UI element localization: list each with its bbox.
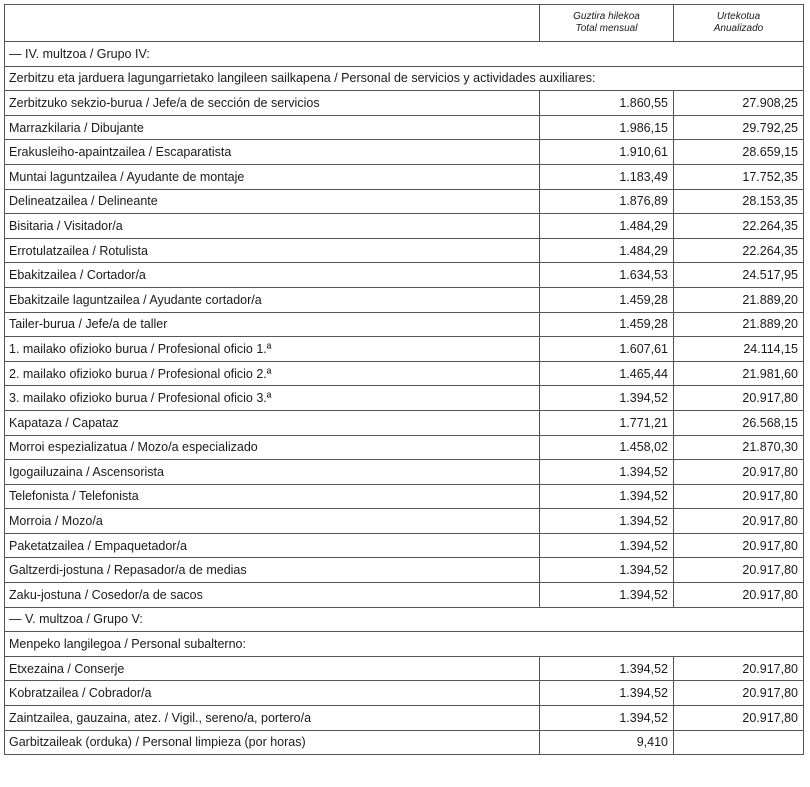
table-row: [5, 238, 804, 263]
job-title-cell: Errotulatzailea / Rotulista: [5, 238, 540, 263]
table-row: [5, 263, 804, 288]
table-row: [5, 115, 804, 140]
job-title-cell: Ebakitzaile laguntzailea / Ayudante cortador/a: [5, 287, 540, 312]
job-title-cell: Zaku-jostuna / Cosedor/a de sacos: [5, 583, 540, 608]
job-title-cell: Marrazkilaria / Dibujante: [5, 115, 540, 140]
table-row: [5, 337, 804, 362]
job-title-cell: 1. mailako ofizioko burua / Profesional oficio 1.ª: [5, 337, 540, 362]
annual-salary-cell: 24.114,15: [674, 337, 804, 362]
job-title-cell: 3. mailako ofizioko burua / Profesional oficio 3.ª: [5, 386, 540, 411]
table-row: [5, 460, 804, 485]
annual-salary-cell: 21.981,60: [674, 361, 804, 386]
monthly-salary-cell: 1.607,61: [540, 337, 674, 362]
table-row: [5, 656, 804, 681]
annual-salary-cell: 20.917,80: [674, 681, 804, 706]
monthly-salary-cell: 1.394,52: [540, 484, 674, 509]
job-title-cell: Delineatzailea / Delineante: [5, 189, 540, 214]
job-title-cell: Bisitaria / Visitador/a: [5, 214, 540, 239]
monthly-salary-cell: 1.394,52: [540, 656, 674, 681]
job-title-cell: Kobratzailea / Cobrador/a: [5, 681, 540, 706]
category-title-row: [5, 632, 804, 657]
annual-salary-cell: 29.792,25: [674, 115, 804, 140]
header-monthly: [540, 5, 674, 42]
annual-salary-cell: 22.264,35: [674, 214, 804, 239]
monthly-salary-cell: 1.876,89: [540, 189, 674, 214]
header-annual-line2: Anualizado: [713, 23, 764, 34]
monthly-salary-cell: 1.458,02: [540, 435, 674, 460]
monthly-salary-cell: 1.394,52: [540, 386, 674, 411]
table-row: [5, 410, 804, 435]
annual-salary-cell: 20.917,80: [674, 484, 804, 509]
annual-salary-cell: 20.917,80: [674, 509, 804, 534]
table-row: [5, 164, 804, 189]
monthly-salary-cell: 1.986,15: [540, 115, 674, 140]
annual-salary-cell: 24.517,95: [674, 263, 804, 288]
monthly-salary-cell: 1.484,29: [540, 214, 674, 239]
table-row: [5, 583, 804, 608]
annual-salary-cell: 20.917,80: [674, 386, 804, 411]
annual-salary-cell: 21.889,20: [674, 287, 804, 312]
monthly-salary-cell: 1.771,21: [540, 410, 674, 435]
header-monthly-line1: Guztira hilekoa: [573, 11, 640, 22]
job-title-cell: Morroi espezializatua / Mozo/a especializado: [5, 435, 540, 460]
annual-salary-cell: 20.917,80: [674, 533, 804, 558]
table-row: [5, 509, 804, 534]
table-row: [5, 91, 804, 116]
table-row: [5, 189, 804, 214]
job-title-cell: Muntai laguntzailea / Ayudante de montaje: [5, 164, 540, 189]
section-title: — V. multzoa / Grupo V:: [5, 607, 804, 632]
table-row: [5, 361, 804, 386]
annual-salary-cell: 21.889,20: [674, 312, 804, 337]
table-row: [5, 312, 804, 337]
job-title-cell: 2. mailako ofizioko burua / Profesional oficio 2.ª: [5, 361, 540, 386]
annual-salary-cell: 20.917,80: [674, 583, 804, 608]
annual-salary-cell: 26.568,15: [674, 410, 804, 435]
header-monthly-line2: Total mensual: [575, 23, 638, 34]
monthly-salary-cell: 1.394,52: [540, 533, 674, 558]
category-title: Menpeko langilegoa / Personal subalterno:: [5, 632, 804, 657]
section-title-row: [5, 42, 804, 67]
job-title-cell: Zerbitzuko sekzio-burua / Jefe/a de sección de servicios: [5, 91, 540, 116]
section-title-row: [5, 607, 804, 632]
section-title: — IV. multzoa / Grupo IV:: [5, 42, 804, 67]
table-row: [5, 730, 804, 755]
header-annual-line1: Urtekotua: [716, 11, 761, 22]
table-row: [5, 386, 804, 411]
annual-salary-cell: 21.870,30: [674, 435, 804, 460]
monthly-salary-cell: 1.459,28: [540, 287, 674, 312]
monthly-salary-cell: 1.183,49: [540, 164, 674, 189]
monthly-salary-cell: 1.394,52: [540, 583, 674, 608]
table-row: [5, 706, 804, 731]
category-title: Zerbitzu eta jarduera lagungarrietako langileen sailkapena / Personal de servicios y actividades auxiliares:: [5, 66, 804, 91]
table-row: [5, 558, 804, 583]
monthly-salary-cell: 1.394,52: [540, 509, 674, 534]
annual-salary-cell: 27.908,25: [674, 91, 804, 116]
monthly-salary-cell: 1.860,55: [540, 91, 674, 116]
job-title-cell: Zaintzailea, gauzaina, atez. / Vigil., sereno/a, portero/a: [5, 706, 540, 731]
job-title-cell: Morroia / Mozo/a: [5, 509, 540, 534]
table-row: [5, 435, 804, 460]
monthly-salary-cell: 1.394,52: [540, 706, 674, 731]
annual-salary-cell: 28.153,35: [674, 189, 804, 214]
monthly-salary-cell: 1.394,52: [540, 460, 674, 485]
annual-salary-cell: 28.659,15: [674, 140, 804, 165]
monthly-salary-cell: 1.394,52: [540, 558, 674, 583]
annual-salary-cell: 22.264,35: [674, 238, 804, 263]
monthly-salary-cell: 1.459,28: [540, 312, 674, 337]
table-body: [5, 42, 804, 755]
job-title-cell: Ebakitzailea / Cortador/a: [5, 263, 540, 288]
table-row: [5, 484, 804, 509]
monthly-salary-cell: 1.465,44: [540, 361, 674, 386]
header-row: [5, 5, 804, 42]
job-title-cell: Telefonista / Telefonista: [5, 484, 540, 509]
table-row: [5, 287, 804, 312]
job-title-cell: Paketatzailea / Empaquetador/a: [5, 533, 540, 558]
job-title-cell: Garbitzaileak (orduka) / Personal limpieza (por horas): [5, 730, 540, 755]
job-title-cell: Erakusleiho-apaintzailea / Escaparatista: [5, 140, 540, 165]
monthly-salary-cell: 1.910,61: [540, 140, 674, 165]
monthly-salary-cell: 1.484,29: [540, 238, 674, 263]
monthly-salary-cell: 1.634,53: [540, 263, 674, 288]
annual-salary-cell: 20.917,80: [674, 558, 804, 583]
annual-salary-cell: 20.917,80: [674, 706, 804, 731]
job-title-cell: Etxezaina / Conserje: [5, 656, 540, 681]
table-row: [5, 140, 804, 165]
category-title-row: [5, 66, 804, 91]
table-row: [5, 214, 804, 239]
header-category-cell: [5, 5, 540, 42]
header-annual: [674, 5, 804, 42]
table-row: [5, 681, 804, 706]
job-title-cell: Igogailuzaina / Ascensorista: [5, 460, 540, 485]
job-title-cell: Galtzerdi-jostuna / Repasador/a de medias: [5, 558, 540, 583]
annual-salary-cell: [674, 730, 804, 755]
salary-table: [4, 4, 804, 755]
monthly-salary-cell: 9,410: [540, 730, 674, 755]
job-title-cell: Kapataza / Capataz: [5, 410, 540, 435]
annual-salary-cell: 20.917,80: [674, 656, 804, 681]
job-title-cell: Tailer-burua / Jefe/a de taller: [5, 312, 540, 337]
annual-salary-cell: 17.752,35: [674, 164, 804, 189]
annual-salary-cell: 20.917,80: [674, 460, 804, 485]
table-row: [5, 533, 804, 558]
monthly-salary-cell: 1.394,52: [540, 681, 674, 706]
